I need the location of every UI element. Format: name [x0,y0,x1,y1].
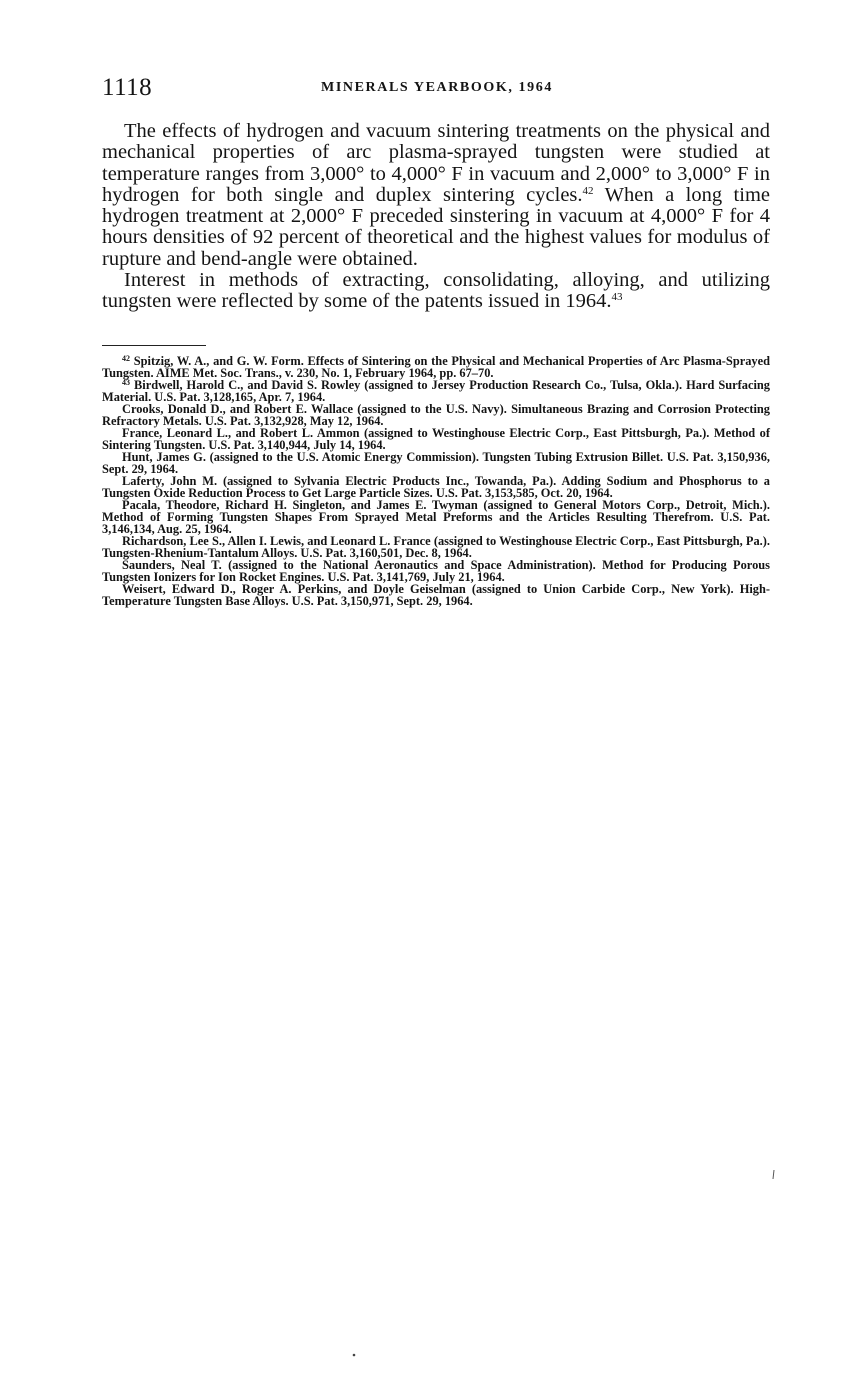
footnote [102,559,770,583]
footnote [102,427,770,451]
footnote-text: Pacala, Theodore, Richard H. Singleton, and James E. Twyman (assigned to General Motors Corp., Detroit, Mich.). Method of Forming Tungsten Shapes From Sprayed Metal Preforms and the Articles Resulting Therefrom. U.S. Pat. 3,146,134, Aug. 25, 1964. [102,498,770,536]
footnote [102,379,770,403]
footnote [102,475,770,499]
footnote-rule [102,345,206,346]
footnote [102,403,770,427]
footnote [102,583,770,607]
footnote-text: Birdwell, Harold C., and David S. Rowley (assigned to Jersey Production Research Co., Tulsa, Okla.). Hard Surfacing Material. U.S. Pat. 3,128,165, Apr. 7, 1964. [102,378,770,404]
footnote-ref[interactable]: 43 [611,291,623,304]
body-text [102,121,770,313]
paragraph-text: Interest in methods of extracting, consolidating, alloying, and utilizing tungsten were reflected by some of the patents issued in 1964. [102,269,770,313]
running-title: MINERALS YEARBOOK, 1964 [321,80,553,95]
footnote [102,355,770,379]
footnote-text: Hunt, James G. (assigned to the U.S. Atomic Energy Commission). Tungsten Tubing Extrusion Billet. U.S. Pat. 3,150,936, Sept. 29, 1964. [102,450,770,476]
paragraph [102,270,770,313]
footnote-text: Saunders, Neal T. (assigned to the National Aeronautics and Space Administration). Method for Producing Porous Tungsten Ionizers for Ion Rocket Engines. U.S. Pat. 3,141,769, July 21, 1964. [102,558,770,584]
page-header [102,74,772,106]
footnote [102,499,770,535]
footnote-marker: 42 [122,354,130,363]
page-number: 1118 [102,74,153,101]
footnote [102,451,770,475]
paragraph-text: When a long time hydrogen treatment at 2,000° F preceded sinstering in vacuum at 4,000° F for 4 hours densities of 92 percent of theoretical and the highest values for modulus of rupture and bend-angle were obtained. [102,183,770,270]
paragraph-text: The effects of hydrogen and vacuum sintering treatments on the physical and mechanical properties of arc plasma-sprayed tungsten were studied at temperature ranges from 3,000° to 4,000° F in vacuum and 2,000° to 3,000° F in hydrogen for both single and duplex sintering cycles. [102,120,770,206]
footnote-text: Weisert, Edward D., Roger A. Perkins, and Doyle Geiselman (assigned to Union Carbide Corp., New York). High-Temperature Tungsten Base Alloys. U.S. Pat. 3,150,971, Sept. 29, 1964. [102,582,770,608]
footnote-text: Richardson, Lee S., Allen I. Lewis, and Leonard L. France (assigned to Westinghouse Electric Corp., East Pittsburgh, Pa.). Tungsten-Rhenium-Tantalum Alloys. U.S. Pat. 3,160,501, Dec. 8, 1964. [102,534,770,560]
footnote-text: Crooks, Donald D., and Robert E. Wallace (assigned to the U.S. Navy). Simultaneous Brazing and Corrosion Protecting Refractory Metals. U.S. Pat. 3,132,928, May 12, 1964. [102,402,770,428]
scan-speck [353,1354,356,1357]
footnote [102,535,770,559]
footnotes [102,355,770,607]
scan-speck [773,1170,774,1179]
footnote-text: France, Leonard L., and Robert L. Ammon (assigned to Westinghouse Electric Corp., East Pittsburgh, Pa.). Method of Sintering Tungsten. U.S. Pat. 3,140,944, July 14, 1964. [102,426,770,452]
footnote-ref[interactable]: 42 [582,184,594,197]
footnote-marker: 43 [122,378,130,387]
footnote-text: Laferty, John M. (assigned to Sylvania Electric Products Inc., Towanda, Pa.). Adding Sodium and Phosphorus to a Tungsten Oxide Reduction Process to Get Large Particle Sizes. U.S. Pat. 3,153,585, Oct. 20, 1964. [102,474,770,500]
footnote-text: Spitzig, W. A., and G. W. Form. Effects of Sintering on the Physical and Mechanical Properties of Arc Plasma-Sprayed Tungsten. AIME Met. Soc. Trans., v. 230, No. 1, February 1964, pp. 67–70. [102,354,770,380]
paragraph [102,121,770,270]
